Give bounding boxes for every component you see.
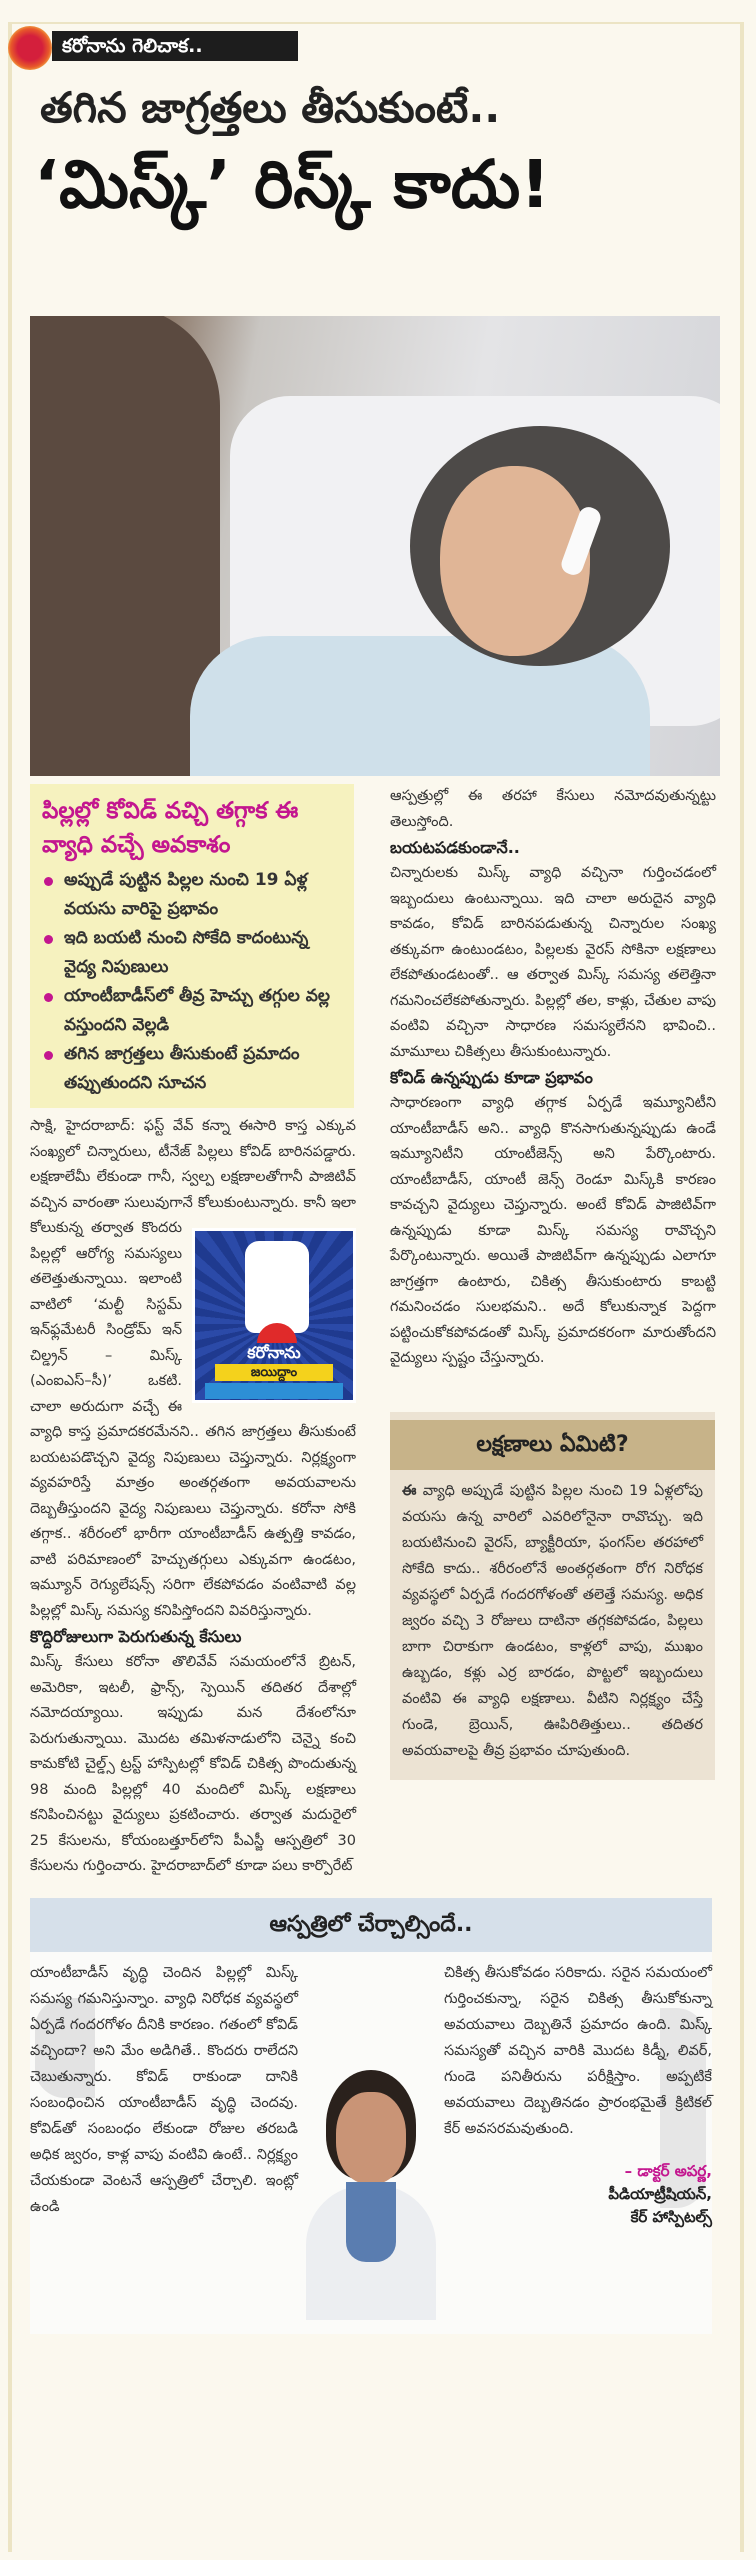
doctor-quote-box [30, 1898, 712, 2334]
article-intro: సాక్షి, హైదరాబాద్: ఫస్ట్ వేవ్ కన్నా ఈసారి కాస్త ఎక్కువ సంఖ్యలో చిన్నారులు, టీనేజ్ పిల్లలు కోవిడ్ బారినపడ్డారు. లక్షణాలేమీ లేకుండా గానీ, స్వల్ప లక్షణాలతోగానీ పాజిటివ్ వచ్చిన వారంతా సులువుగానే కోలుకుంటున్నారు. కానీ ఇలా కోలుకున్న తర్వాత కొందరు పిల్లల్లో ఆరోగ్య సమస్యలు తలెత్తుతున్నాయి. ఇలాంటి వాటిలో ‘మల్టీ సిస్టమ్ ఇన్‌ఫ్లమేటరీ సిండ్రోమ్ ఇన్ చిల్డ్రన్ – మిస్క్ (ఎంఐఎస్–సీ)’ ఒకటి. చాలా అరుదుగా వచ్చే ఈ వ్యాధి కాస్త ప్రమాదకరమేనని.. తగిన జాగ్రత్తలు తీసుకుంటే బయటపడొచ్చని వైద్య నిపుణులు చెప్తున్నారు. నిర్లక్ష్యంగా వ్యవహరిస్తే మాత్రం అంతర్గతంగా అవయవాలను దెబ్బతీస్తుందని వైద్య నిపుణులు చెప్తున్నారు. కరోనా సోకి తగ్గాక.. శరీరంలో భారీగా యాంటీబాడీస్ ఉత్పత్తి కావడం, వాటి పరిమాణంలో హెచ్చుతగ్గులు ఎక్కువగా ఉండటం, ఇమ్యూన్ రెగ్యులేషన్స్ సరిగా లేకపోవడం వంటివాటి వల్ల పిల్లల్లో మిస్క్ సమస్య కనిపిస్తోందని వివరిస్తున్నారు. [30, 1118, 356, 1619]
highlights-title: పిల్లల్లో కోవిడ్ వచ్చి తగ్గాక ఈ వ్యాధి వచ్చే అవకాశం [42, 798, 299, 858]
headline-line-2: ‘మిస్క్’ రిస్క్ కాదు! [34, 146, 551, 223]
article-column-left [30, 784, 356, 1880]
highlights-list [42, 866, 342, 1098]
doctor-hospital: కేర్ హాస్పిటల్స్ [630, 2207, 712, 2226]
symptoms-box [390, 1412, 715, 1780]
article-body [30, 0, 716, 1880]
doctor-scarf-shape [346, 2182, 396, 2262]
raised-fist-icon [245, 1241, 309, 1333]
highlight-bullet: ఇది బయటి నుంచి సోకేది కాదంటున్న వైద్య నిపుణులు [42, 924, 342, 982]
quote-text-right [444, 1960, 712, 2229]
logo-precaution-icons [205, 1383, 343, 1399]
doctor-role: పీడియాట్రీషియన్, [608, 2184, 712, 2203]
subhead-rising-cases: కొద్దిరోజులుగా పెరుగుతున్న కేసులు [30, 1627, 242, 1646]
highlight-bullet: యాంటీబాడీస్‌లో తీవ్ర హెచ్చు తగ్గుల వల్ల వస్తుందని వెల్లడి [42, 982, 342, 1040]
article-paragraph: చిన్నారులకు మిస్క్ వ్యాధి వచ్చినా గుర్తించడంలో ఇబ్బందులు ఉంటున్నాయి. ఇది చాలా అరుదైన వ్యాధి కావడం, కోవిడ్ బారినపడుతున్న చిన్నారుల సంఖ్య తక్కువగా ఉంటుండటం, పిల్లలకు వైరస్ సోకినా లక్షణాలు లేకపోతుండటంతో.. ఆ తర్వాత మిస్క్ సమస్య తలెత్తినా గమనించలేకపోతున్నారు. పిల్లల్లో తల, కాళ్లు, చేతుల వాపు వంటివి వచ్చినా సాధారణ సమస్యలేనని భావించి.. మామూలు చికిత్సలు తీసుకుంటున్నారు. [390, 865, 716, 1060]
logo-text-1: కరోనాను [247, 1343, 301, 1362]
quote-paragraph: యాంటీబాడీస్ వృద్ధి చెందిన పిల్లల్లో మిస్క్ సమస్య గమనిస్తున్నాం. వ్యాధి నిరోధక వ్యవస్థలో ఏర్పడే గందరగోళం దీనికి కారణం. గతంలో కోవిడ్ వచ్చిందా? అని మేం అడిగితే.. కొందరు రాలేదని చెబుతున్నారు. కోవిడ్ రాకుండా దానికి సంబంధించిన యాంటీబాడీస్ వృద్ధి చెందవు. కోవిడ్‌తో సంబంధం లేకుండా రోజుల తరబడి అధిక జ్వరం, కాళ్ల వాపు వంటివి ఉంటే.. నిర్లక్ష్యం చేయకుండా వెంటనే ఆస్పత్రిలో చేర్చాలి. ఇంట్లో ఉండి [30, 1964, 298, 2215]
article-paragraph: ఆస్పత్రుల్లో ఈ తరహా కేసులు నమోదవుతున్నట్టు తెలుస్తోంది. [390, 788, 716, 830]
logo-text-2: జయిద్దాం [215, 1364, 333, 1381]
subhead-undetected: బయటపడకుండానే.. [390, 838, 520, 857]
symptoms-lead: ఈ [402, 1482, 417, 1499]
symptoms-text: వ్యాధి అప్పుడే పుట్టిన పిల్లల నుంచి 19 ఏళ్లలోపు వయసు ఉన్న వారిలో ఎవరిలోనైనా రావొచ్చు. ఇది బయటినుంచి వైరస్, బ్యాక్టీరియా, ఫంగస్‌ల తరహాలో సోకేది కాదు.. శరీరంలోనే అంతర్గతంగా రోగ నిరోధక వ్యవస్థలో ఏర్పడే గందరగోళంతో తలెత్తే సమస్య. అధిక జ్వరం వచ్చి 3 రోజులు దాటినా తగ్గకపోవడం, పిల్లలు బాగా చిరాకుగా ఉండటం, కాళ్లలో వాపు, ముఖం ఉబ్బడం, కళ్లు ఎర్ర బారడం, పొట్టలో ఇబ్బందులు వంటివి ఈ వ్యాధి లక్షణాలు. వీటిని నిర్లక్ష్యం చేస్తే గుండె, బ్రెయిన్, ఊపిరితిత్తులు.. తదితర అవయవాలపై తీవ్ర ప్రభావం చూపుతుంది. [402, 1482, 703, 1759]
page-border-left [8, 22, 12, 2552]
section-kicker: కరోనాను గెలిచాక.. [52, 31, 298, 61]
article-paragraph: సాధారణంగా వ్యాధి తగ్గాక ఏర్పడే ఇమ్యూనిటీని యాంటీబాడీస్ అని.. వ్యాధి కొనసాగుతున్నప్పుడు ఉండే ఇమ్యూనిటీని యాంటీజెన్స్ అని పేర్కొంటారు. యాంటీబాడీస్, యాంటీ జెన్స్ రెండూ మిస్క్‌కి కారణం కావచ్చని వైద్యులు చెప్తున్నారు. అంటే కోవిడ్ పాజిటివ్‌గా ఉన్నప్పుడు కూడా మిస్క్ సమస్య రావొచ్చని పేర్కొంటున్నారు. అయితే పాజిటివ్‌గా ఉన్నప్పుడు ఎలాగూ జాగ్రత్తగా ఉంటారు, చికిత్స తీసుకుంటారు కాబట్టి గమనించడం సులభమని.. అదే కోలుకున్నాక పెద్దగా పట్టించుకోకపోవడంతో మిస్క్ ప్రమాదకరంగా మారుతోందని వైద్యులు స్పష్టం చేస్తున్నారు. [390, 1095, 716, 1366]
headline-line-1: తగిన జాగ్రత్తలు తీసుకుంటే.. [40, 83, 501, 132]
doctor-face-shape [336, 2092, 406, 2184]
article-column-right [390, 784, 716, 1780]
subhead-impact-during-covid: కోవిడ్ ఉన్నప్పుడు కూడా ప్రభావం [390, 1068, 593, 1087]
highlight-bullet: అప్పుడే పుట్టిన పిల్లల నుంచి 19 ఏళ్ల వయసు వారిపై ప్రభావం [42, 866, 342, 924]
quote-text-left [30, 1960, 298, 2220]
highlight-bullet: తగిన జాగ్రత్తలు తీసుకుంటే ప్రమాదం తప్పుతుందని సూచన [42, 1040, 342, 1098]
doctor-photo [306, 2070, 436, 2320]
quote-row [30, 1952, 712, 2320]
quote-paragraph: చికిత్స తీసుకోవడం సరికాదు. సరైన సమయంలో గుర్తించకున్నా, సరైన చికిత్స తీసుకోకున్నా అవయవాలు దెబ్బతినే ప్రమాదం ఉంది. మిస్క్ సమస్యతో వచ్చిన వారికి మొదట కిడ్నీ, లివర్, గుండె పనితీరును పరీక్షిస్తాం. అప్పటికే అవయవాలు దెబ్బతినడం ప్రారంభమైతే క్రిటికల్ కేర్ అవసరమవుతుంది. [444, 1964, 712, 2137]
article-text-right [390, 784, 716, 1372]
article-text-left [30, 1114, 356, 1880]
doctor-name: – డాక్టర్ అపర్ణ, [624, 2161, 712, 2180]
page-border-right [740, 22, 744, 2552]
symptoms-title: లక్షణాలు ఏమిటి? [390, 1420, 715, 1470]
campaign-logo [192, 1228, 356, 1403]
article-paragraph: మిస్క్ కేసులు కరోనా తొలివేవ్ సమయంలోనే బ్రిటన్, అమెరికా, ఇటలీ, ఫ్రాన్స్, స్పెయిన్ తదితర దేశాల్లో నమోదయ్యాయి. ఇప్పుడు మన దేశంలోనూ పెరుగుతున్నాయి. మొదట తమిళనాడులోని చెన్నై కంచి కామకోటి చైల్డ్స్ ట్రస్ట్ హాస్పిటల్లో కోవిడ్ చికిత్స పొందుతున్న 98 మంది పిల్లల్లో 40 మందిలో మిస్క్ లక్షణాలు కనిపించినట్టు వైద్యులు ప్రకటించారు. తర్వాత మదురైలో 25 కేసులను, కోయంబత్తూర్‌లోని పీఎస్జీ ఆస్పత్రిలో 30 కేసులను గుర్తించారు. హైదరాబాద్‌లో కూడా పలు కార్పొరేట్ [30, 1654, 356, 1874]
symptoms-body [390, 1470, 715, 1780]
quote-box-title: ఆస్పత్రిలో చేర్చాల్సిందే.. [30, 1898, 712, 1952]
highlights-box [30, 784, 354, 1108]
quote-attribution [444, 2160, 712, 2229]
